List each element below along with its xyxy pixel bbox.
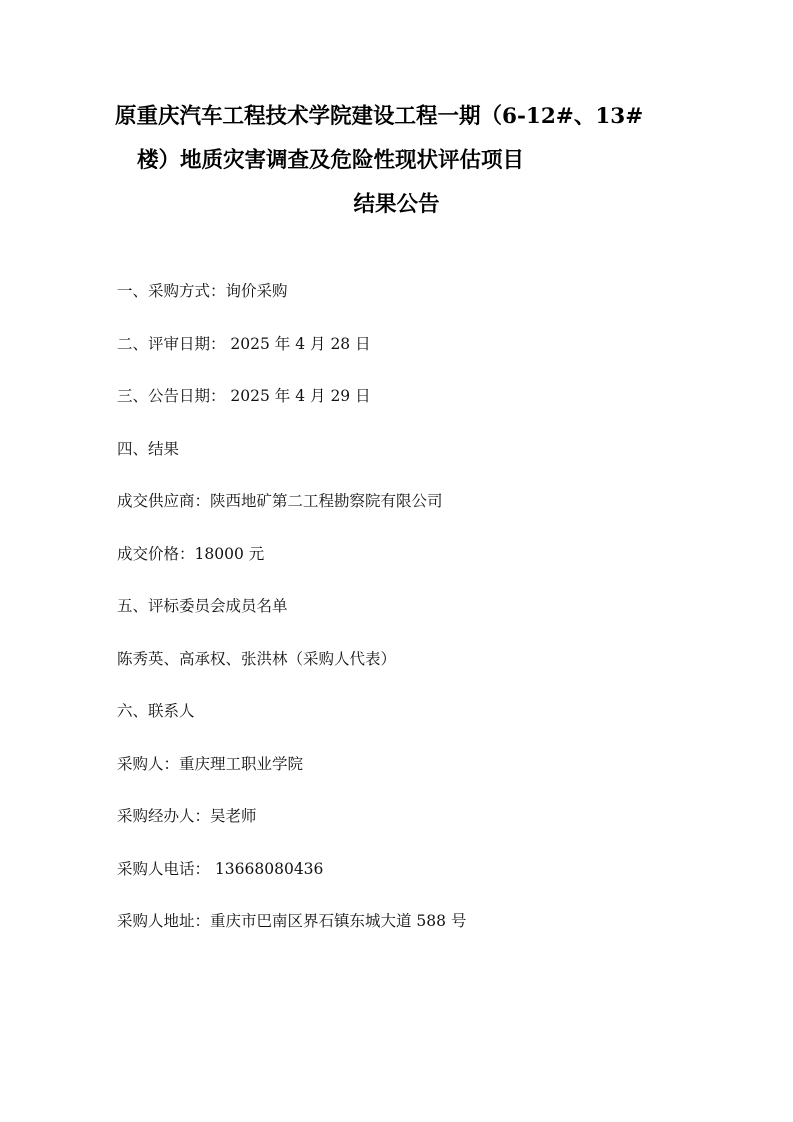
paragraph-winning-price: 成交价格：18000 元 — [117, 544, 265, 563]
paragraph-purchaser-address: 采购人地址：重庆市巴南区界石镇东城大道 588 号 — [117, 912, 467, 930]
paragraph-contact-heading: 六、联系人 — [117, 702, 195, 720]
paragraph-result-heading: 四、结果 — [117, 439, 180, 458]
paragraph-committee-members: 陈秀英、高承权、张洪林（采购人代表） — [117, 649, 397, 668]
paragraph-purchaser: 采购人：重庆理工职业学院 — [117, 754, 304, 773]
paragraph-purchaser-phone: 采购人电话： 13668080436 — [117, 859, 324, 878]
paragraph-procurement-method: 一、采购方式：询价采购 — [117, 282, 288, 300]
document-body — [115, 273, 678, 940]
paragraph-purchaser-agent: 采购经办人：吴老师 — [117, 807, 257, 825]
paragraph-announcement-date: 三、公告日期： 2025 年 4 月 29 日 — [117, 387, 371, 405]
page-title-line-1: 原重庆汽车工程技术学院建设工程一期（6-12#、13# — [115, 104, 644, 129]
page-title-line-2: 楼）地质灾害调查及危险性现状评估项目 — [137, 148, 525, 173]
paragraph-winning-supplier: 成交供应商：陕西地矿第二工程勘察院有限公司 — [117, 492, 443, 510]
page-title-line-3: 结果公告 — [353, 192, 440, 217]
page-title — [115, 95, 678, 227]
paragraph-committee-heading: 五、评标委员会成员名单 — [117, 597, 288, 615]
paragraph-review-date: 二、评审日期： 2025 年 4 月 28 日 — [117, 334, 371, 353]
